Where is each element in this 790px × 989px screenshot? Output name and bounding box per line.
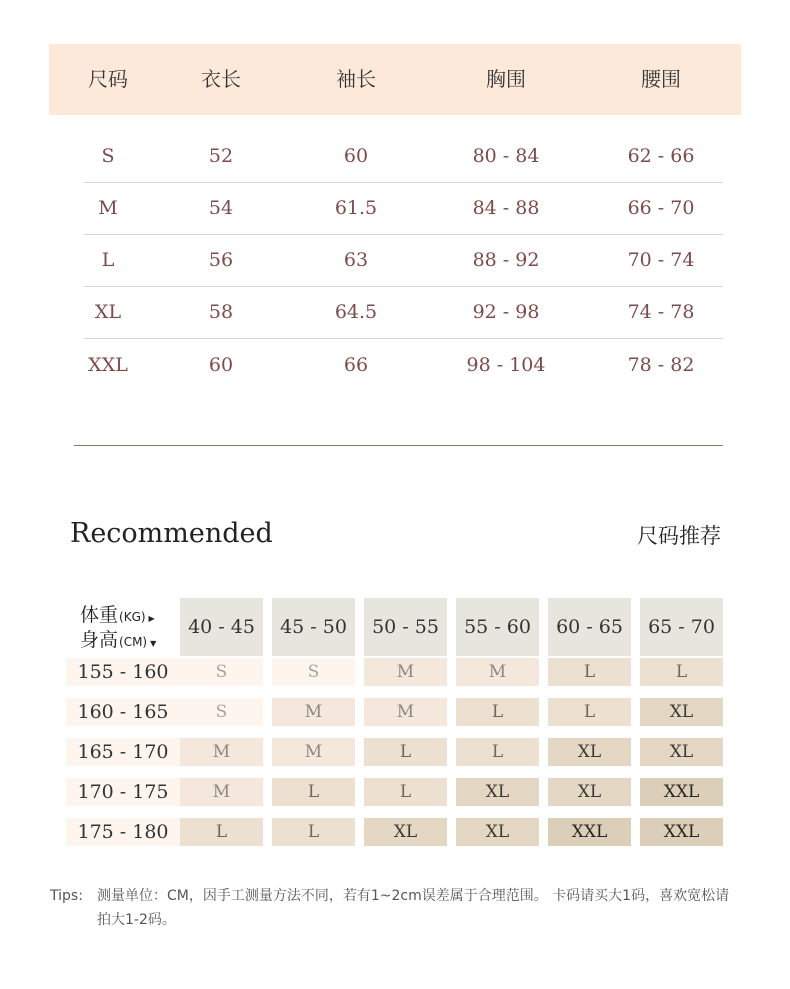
size-recommendation-cell: L [180, 818, 263, 846]
size-cell: 70 - 74 [627, 249, 695, 271]
size-row-s [84, 130, 723, 183]
height-range-label: 165 - 170 [66, 738, 180, 766]
size-recommendation-cell: L [456, 698, 539, 726]
size-recommendation-cell: S [180, 698, 263, 726]
size-cell: 60 [208, 354, 234, 376]
tips [50, 884, 740, 932]
weight-range-header: 45 - 50 [272, 598, 355, 656]
size-cell: 56 [208, 249, 234, 271]
weight-label: 体重 [80, 604, 119, 626]
header-sleeve: 袖长 [336, 67, 376, 91]
height-range-label: 155 - 160 [66, 658, 180, 686]
size-cell: 80 - 84 [472, 145, 540, 167]
weight-unit: (KG) [119, 610, 146, 624]
size-cell: 92 - 98 [472, 301, 540, 323]
size-cell: L [101, 249, 115, 271]
size-recommendation-cell: S [180, 658, 263, 686]
size-cell: XXL [88, 354, 128, 376]
arrow-down-icon: ▼ [150, 639, 157, 648]
size-recommendation-cell: M [364, 698, 447, 726]
size-table-header [49, 44, 741, 115]
weight-range-header: 40 - 45 [180, 598, 263, 656]
tips-label: Tips: [50, 888, 83, 904]
recommended-title: Recommended [70, 518, 273, 549]
size-recommendation-cell: M [272, 738, 355, 766]
size-recommendation-cell: S [272, 658, 355, 686]
size-cell: 61.5 [334, 197, 378, 219]
header-length: 衣长 [201, 67, 241, 91]
size-row-xxl [84, 339, 723, 391]
size-recommendation-cell: XL [640, 738, 723, 766]
size-row-l [84, 234, 723, 287]
height-range-label: 170 - 175 [66, 778, 180, 806]
tips-text: 测量单位：CM，因手工测量方法不同，若有1~2cm误差属于合理范围。 卡码请买大1码，喜欢宽松请拍大1-2码。 [97, 888, 730, 928]
arrow-right-icon: ▶ [148, 614, 155, 623]
size-cell: 58 [208, 301, 234, 323]
size-cell: 78 - 82 [627, 354, 695, 376]
height-range-label: 175 - 180 [66, 818, 180, 846]
header-chest: 胸围 [486, 67, 526, 91]
recommended-title-cn: 尺码推荐 [637, 524, 721, 548]
size-cell: 62 - 66 [627, 145, 695, 167]
header-size: 尺码 [88, 67, 128, 91]
size-recommendation-cell: L [272, 818, 355, 846]
weight-range-header: 55 - 60 [456, 598, 539, 656]
size-recommendation-cell: L [548, 698, 631, 726]
size-cell: 64.5 [334, 301, 378, 323]
size-recommendation-cell: XL [548, 738, 631, 766]
height-unit: (CM) [119, 635, 148, 649]
size-recommendation-cell: L [548, 658, 631, 686]
weight-range-header: 50 - 55 [364, 598, 447, 656]
height-label: 身高 [80, 629, 119, 651]
size-recommendation-cell: M [456, 658, 539, 686]
size-recommendation-cell: XXL [548, 818, 631, 846]
grid-corner-label [80, 600, 180, 654]
size-cell: 66 [343, 354, 369, 376]
size-recommendation-cell: L [456, 738, 539, 766]
size-cell: 54 [208, 197, 234, 219]
size-recommendation-cell: M [180, 778, 263, 806]
size-row-xl [84, 286, 723, 339]
size-cell: S [101, 145, 115, 167]
size-recommendation-cell: M [180, 738, 263, 766]
weight-range-header: 60 - 65 [548, 598, 631, 656]
size-cell: 52 [208, 145, 234, 167]
section-divider [74, 445, 723, 446]
size-row-m [84, 182, 723, 235]
weight-range-header: 65 - 70 [640, 598, 723, 656]
size-recommendation-cell: XL [640, 698, 723, 726]
size-cell: 88 - 92 [472, 249, 540, 271]
size-recommendation-cell: XXL [640, 778, 723, 806]
size-cell: 84 - 88 [472, 197, 540, 219]
size-cell: 74 - 78 [627, 301, 695, 323]
size-recommendation-cell: XL [364, 818, 447, 846]
size-cell: XL [94, 301, 122, 323]
size-recommendation-cell: XL [456, 778, 539, 806]
size-recommendation-cell: M [364, 658, 447, 686]
size-recommendation-cell: L [364, 738, 447, 766]
size-recommendation-cell: L [640, 658, 723, 686]
weight-axis-label [80, 600, 155, 627]
size-cell: 60 [343, 145, 369, 167]
height-range-label: 160 - 165 [66, 698, 180, 726]
size-recommendation-cell: L [364, 778, 447, 806]
size-cell: 66 - 70 [627, 197, 695, 219]
size-recommendation-cell: XXL [640, 818, 723, 846]
header-waist: 腰围 [641, 67, 681, 91]
size-recommendation-cell: M [272, 698, 355, 726]
size-cell: 63 [343, 249, 369, 271]
size-recommendation-cell: XL [548, 778, 631, 806]
size-cell: M [98, 197, 118, 219]
size-recommendation-cell: L [272, 778, 355, 806]
size-recommendation-cell: XL [456, 818, 539, 846]
height-axis-label [80, 625, 156, 652]
size-cell: 98 - 104 [466, 354, 546, 376]
